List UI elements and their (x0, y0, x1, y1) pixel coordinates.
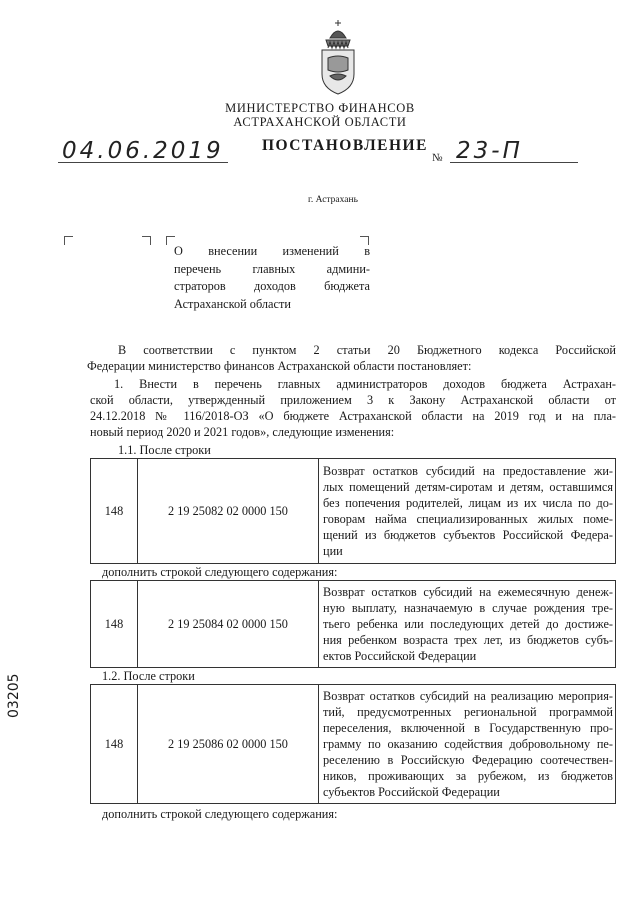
cell-line: ную выплату, назначаемую в случае рождения тре- (323, 601, 613, 615)
corner-mark (64, 236, 73, 245)
kbk-code-cell: 2 19 25086 02 0000 150 (138, 685, 319, 804)
number-underline (450, 162, 578, 163)
cell-line: ния ребенком возраста трех лет, из бюджетов субъ- (323, 633, 613, 647)
text-line: Федерации министерство финансов Астраханской области постановляет: (87, 359, 472, 373)
admin-code-cell: 148 (91, 581, 138, 668)
table-row (91, 685, 616, 804)
cell-line: Возврат остатков субсидий на реализацию мероприя- (323, 689, 613, 703)
preamble (87, 342, 616, 374)
point-1 (90, 376, 616, 440)
cell-line: ции (323, 544, 343, 558)
decree-subject (174, 243, 370, 313)
revenue-row-table (90, 580, 616, 668)
kbk-code-cell: 2 19 25084 02 0000 150 (138, 581, 319, 668)
cell-line: Возврат остатков субсидий на ежемесячную денеж- (323, 585, 613, 599)
cell-line: тьего ребенка или последующих детей до достиже- (323, 617, 613, 631)
handwritten-number: 23-П (456, 138, 523, 164)
cell-line: тий, предусмотренных региональной программой (323, 705, 613, 719)
cell-line: реселению в Российскую Федерацию соотечествен- (323, 753, 613, 767)
cell-line: переселения, включенной в Государственную про- (323, 721, 613, 735)
cell-line: ников, проживающих за рубежом, из бюджетов (323, 769, 613, 783)
text-line: 24.12.2018 № 116/2018-ОЗ «О бюджете Астраханской области на 2019 год и на пла- (90, 409, 616, 423)
table-row (91, 581, 616, 668)
corner-mark (142, 236, 151, 245)
revenue-name-cell (319, 685, 616, 804)
subject-line: перечень главных админи- (174, 261, 370, 276)
revenue-name-cell (319, 581, 616, 668)
cell-line: субъектов Российской Федерации (323, 785, 500, 799)
cell-line: лых помещений детям-сиротам и детям, оставшимся (323, 480, 613, 494)
cell-line: щений из бюджетов субъектов Российской Федера- (323, 528, 613, 542)
admin-code-cell: 148 (91, 459, 138, 564)
cell-line: говорам найма специализированных жилых поме- (323, 512, 613, 526)
ministry-line-1: МИНИСТЕРСТВО ФИНАНСОВ (225, 101, 415, 115)
text-line: новый период 2020 и 2021 годов», следующие изменения: (90, 425, 395, 439)
add-row-instruction: дополнить строкой следующего содержания: (102, 565, 338, 579)
table-row (91, 459, 616, 564)
revenue-name-cell (319, 459, 616, 564)
cell-line: грамму по оказанию содействия добровольному пе- (323, 737, 613, 751)
city-label: г. Астрахань (308, 195, 358, 205)
kbk-code-cell: 2 19 25082 02 0000 150 (138, 459, 319, 564)
text-line: ской области, утвержденный приложением 3 к Закону Астраханской области от (90, 393, 616, 407)
ministry-line-2: АСТРАХАНСКОЙ ОБЛАСТИ (233, 115, 407, 129)
handwritten-date: 04.06.2019 (62, 138, 224, 164)
subject-line: Астраханской области (174, 296, 291, 311)
text-line: В соответствии с пунктом 2 статьи 20 Бюджетного кодекса Российской (118, 343, 616, 357)
cell-line: Возврат остатков субсидий на предоставление жи- (323, 464, 613, 478)
subpoint-1-1: 1.1. После строки (118, 443, 211, 457)
margin-stamp (2, 668, 28, 720)
coat-of-arms-emblem (318, 18, 358, 96)
add-row-instruction: дополнить строкой следующего содержания: (102, 807, 338, 821)
admin-code-cell: 148 (91, 685, 138, 804)
cell-line: без попечения родителей, лицам из их числа по до- (323, 496, 613, 510)
date-underline (58, 162, 228, 163)
decree-title: ПОСТАНОВЛЕНИЕ (262, 137, 428, 154)
revenue-row-table (90, 684, 616, 804)
cell-line: ектов Российской Федерации (323, 649, 477, 663)
subpoint-1-2: 1.2. После строки (102, 669, 195, 683)
ministry-name (0, 101, 640, 129)
number-sign: № (432, 152, 443, 164)
margin-stamp-number: 03205 (6, 673, 22, 718)
subject-line: О внесении изменений в (174, 244, 370, 258)
subject-line: страторов доходов бюджета (174, 279, 370, 293)
text-line: 1. Внести в перечень главных администраторов доходов бюджета Астрахан- (114, 377, 616, 391)
revenue-row-table (90, 458, 616, 564)
